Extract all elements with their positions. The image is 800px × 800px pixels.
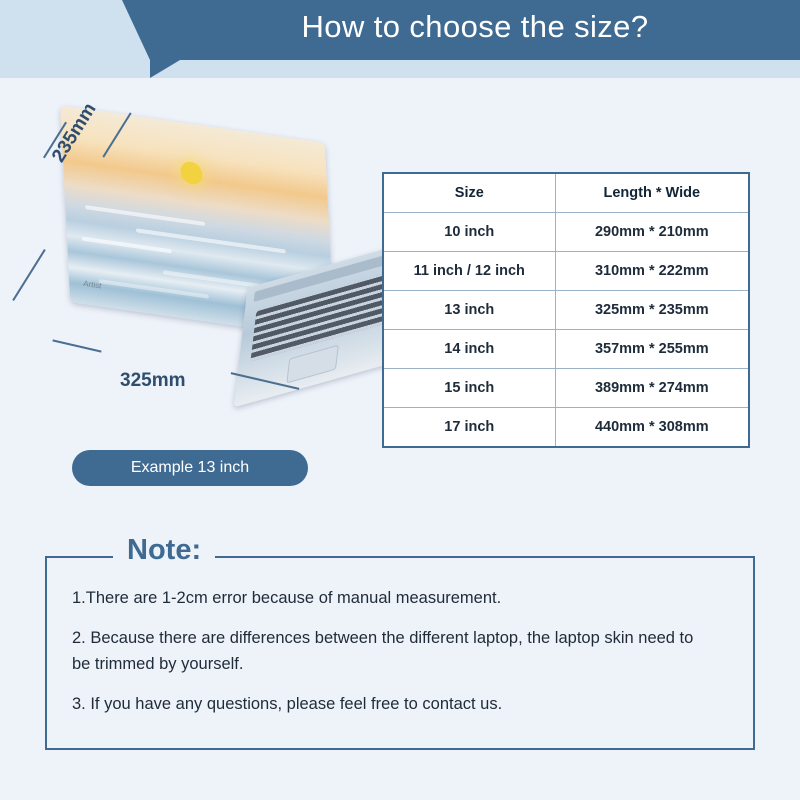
column-header-size: Size	[384, 174, 555, 213]
size-table	[382, 172, 750, 448]
note-item: 1.There are 1-2cm error because of manual measurement.	[72, 589, 502, 607]
measure-tick-bottom-left	[52, 339, 101, 352]
note-item: 2. Because there are differences between the different laptop, the laptop skin need to be trimmed by yourself.	[72, 629, 694, 673]
sun-icon	[180, 160, 203, 185]
cell-size: 14 inch	[384, 330, 555, 369]
note-item: 3. If you have any questions, please feel free to contact us.	[72, 695, 503, 713]
cell-dimensions: 389mm * 274mm	[555, 369, 748, 408]
table-row	[384, 330, 748, 369]
table-row	[384, 252, 748, 291]
width-dimension-label: 325mm	[120, 370, 186, 391]
table-header-row	[384, 174, 748, 213]
cell-dimensions: 325mm * 235mm	[555, 291, 748, 330]
cell-size: 17 inch	[384, 408, 555, 447]
cell-dimensions: 310mm * 222mm	[555, 252, 748, 291]
header-notch-bottom	[150, 60, 180, 78]
cell-size: 11 inch / 12 inch	[384, 252, 555, 291]
laptop-illustration	[40, 95, 380, 435]
column-header-dimensions: Length * Wide	[555, 174, 748, 213]
header-notch-left	[122, 0, 150, 60]
table-row	[384, 213, 748, 252]
cell-dimensions: 357mm * 255mm	[555, 330, 748, 369]
artwork-signature: Artist	[82, 278, 102, 291]
cell-size: 10 inch	[384, 213, 555, 252]
note-list	[72, 585, 712, 731]
laptop-trackpad	[286, 345, 339, 384]
table-row	[384, 408, 748, 447]
cell-dimensions: 290mm * 210mm	[555, 213, 748, 252]
wave-streak	[85, 205, 205, 226]
page-title: How to choose the size?	[301, 9, 649, 44]
height-dimension-label: 235mm	[48, 99, 101, 167]
cell-size: 15 inch	[384, 369, 555, 408]
measure-tick-left-lower	[12, 249, 45, 301]
example-badge: Example 13 inch	[72, 450, 308, 486]
page-header	[0, 0, 800, 78]
table-row	[384, 291, 748, 330]
table-row	[384, 369, 748, 408]
cell-dimensions: 440mm * 308mm	[594, 419, 709, 435]
wave-streak	[82, 237, 172, 254]
cell-size: 13 inch	[384, 291, 555, 330]
wave-streak	[99, 279, 209, 299]
note-title: Note:	[113, 534, 215, 567]
